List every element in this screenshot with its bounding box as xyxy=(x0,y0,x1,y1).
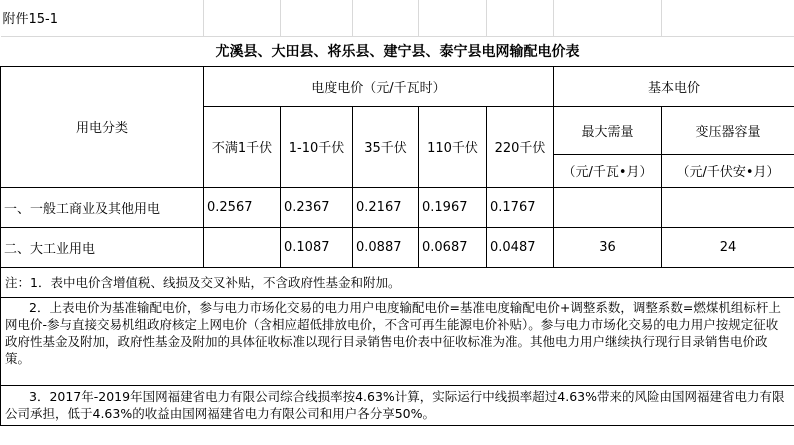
energy-price-cell: 0.1767 xyxy=(487,187,554,227)
max-demand-header: 最大需量 xyxy=(554,106,662,154)
caption-row xyxy=(1,0,794,36)
table-row xyxy=(1,187,794,227)
note-3-text: 3．2017年-2019年国网福建省电力有限公司综合线损率按4.63%计算，实际运行中线损率超过4.63%带来的风险由国网福建省电力有限公司承担，低于4.63%的收益由国网福建省电力有限公司和用户各分享50%。 xyxy=(5,388,785,421)
energy-price-cell: 0.1087 xyxy=(281,227,353,267)
sheet-caption: 附件15-1 xyxy=(1,0,204,36)
transformer-unit: （元/千伏安•月） xyxy=(662,154,794,187)
transformer-capacity-header: 变压器容量 xyxy=(662,106,794,154)
basic-price-header: 基本电价 xyxy=(554,66,794,106)
voltage-header: 35千伏 xyxy=(353,106,419,187)
note-1 xyxy=(1,267,794,297)
note-row-3 xyxy=(1,385,794,425)
energy-price-cell: 0.0887 xyxy=(353,227,419,267)
max-demand-cell: 36 xyxy=(554,227,662,267)
row-category: 一、一般工商业及其他用电 xyxy=(1,187,204,227)
transformer-cell: 24 xyxy=(662,227,794,267)
note-1-text: 注：1．表中电价含增值税、线损及交叉补贴，不含政府性基金和附加。 xyxy=(5,274,401,290)
energy-price-cell xyxy=(204,227,281,267)
voltage-header: 1-10千伏 xyxy=(281,106,353,187)
note-2-text: 2．上表电价为基准输配电价，参与电力市场化交易的电力用户电度输配电价=基准电度输配电价+调整系数，调整系数=燃煤机组标杆上网电价-参与直接交易机组政府核定上网电价（含相应超低排放电价，不含可再生能源电价补贴）。参与电力市场化交易的电力用户按规定征收政府性基金及附加，政府性基金及附加的具体征收标准以现行目录销售电价表中征收标准为准。其他电力用户继续执行现行目录销售电价政策。 xyxy=(5,299,781,366)
voltage-header: 110千伏 xyxy=(419,106,487,187)
energy-price-header: 电度电价（元/千瓦时） xyxy=(204,66,554,106)
table-row xyxy=(1,227,794,267)
note-3 xyxy=(1,385,794,425)
max-demand-unit: （元/千瓦•月） xyxy=(554,154,662,187)
energy-price-cell: 0.2567 xyxy=(204,187,281,227)
title-row xyxy=(1,36,794,66)
voltage-header: 220千伏 xyxy=(487,106,554,187)
note-row-1 xyxy=(1,267,794,297)
energy-price-cell: 0.2167 xyxy=(353,187,419,227)
note-2 xyxy=(1,297,794,385)
max-demand-cell xyxy=(554,187,662,227)
energy-price-cell: 0.1967 xyxy=(419,187,487,227)
row-category: 二、大工业用电 xyxy=(1,227,204,267)
transformer-cell xyxy=(662,187,794,227)
energy-price-cell: 0.0487 xyxy=(487,227,554,267)
table-title: 尤溪县、大田县、将乐县、建宁县、泰宁县电网输配电价表 xyxy=(1,36,794,66)
energy-price-cell: 0.2367 xyxy=(281,187,353,227)
note-row-2 xyxy=(1,297,794,385)
header-row-1 xyxy=(1,66,794,106)
voltage-header: 不满1千伏 xyxy=(204,106,281,187)
category-header: 用电分类 xyxy=(1,66,204,187)
energy-price-cell: 0.0687 xyxy=(419,227,487,267)
